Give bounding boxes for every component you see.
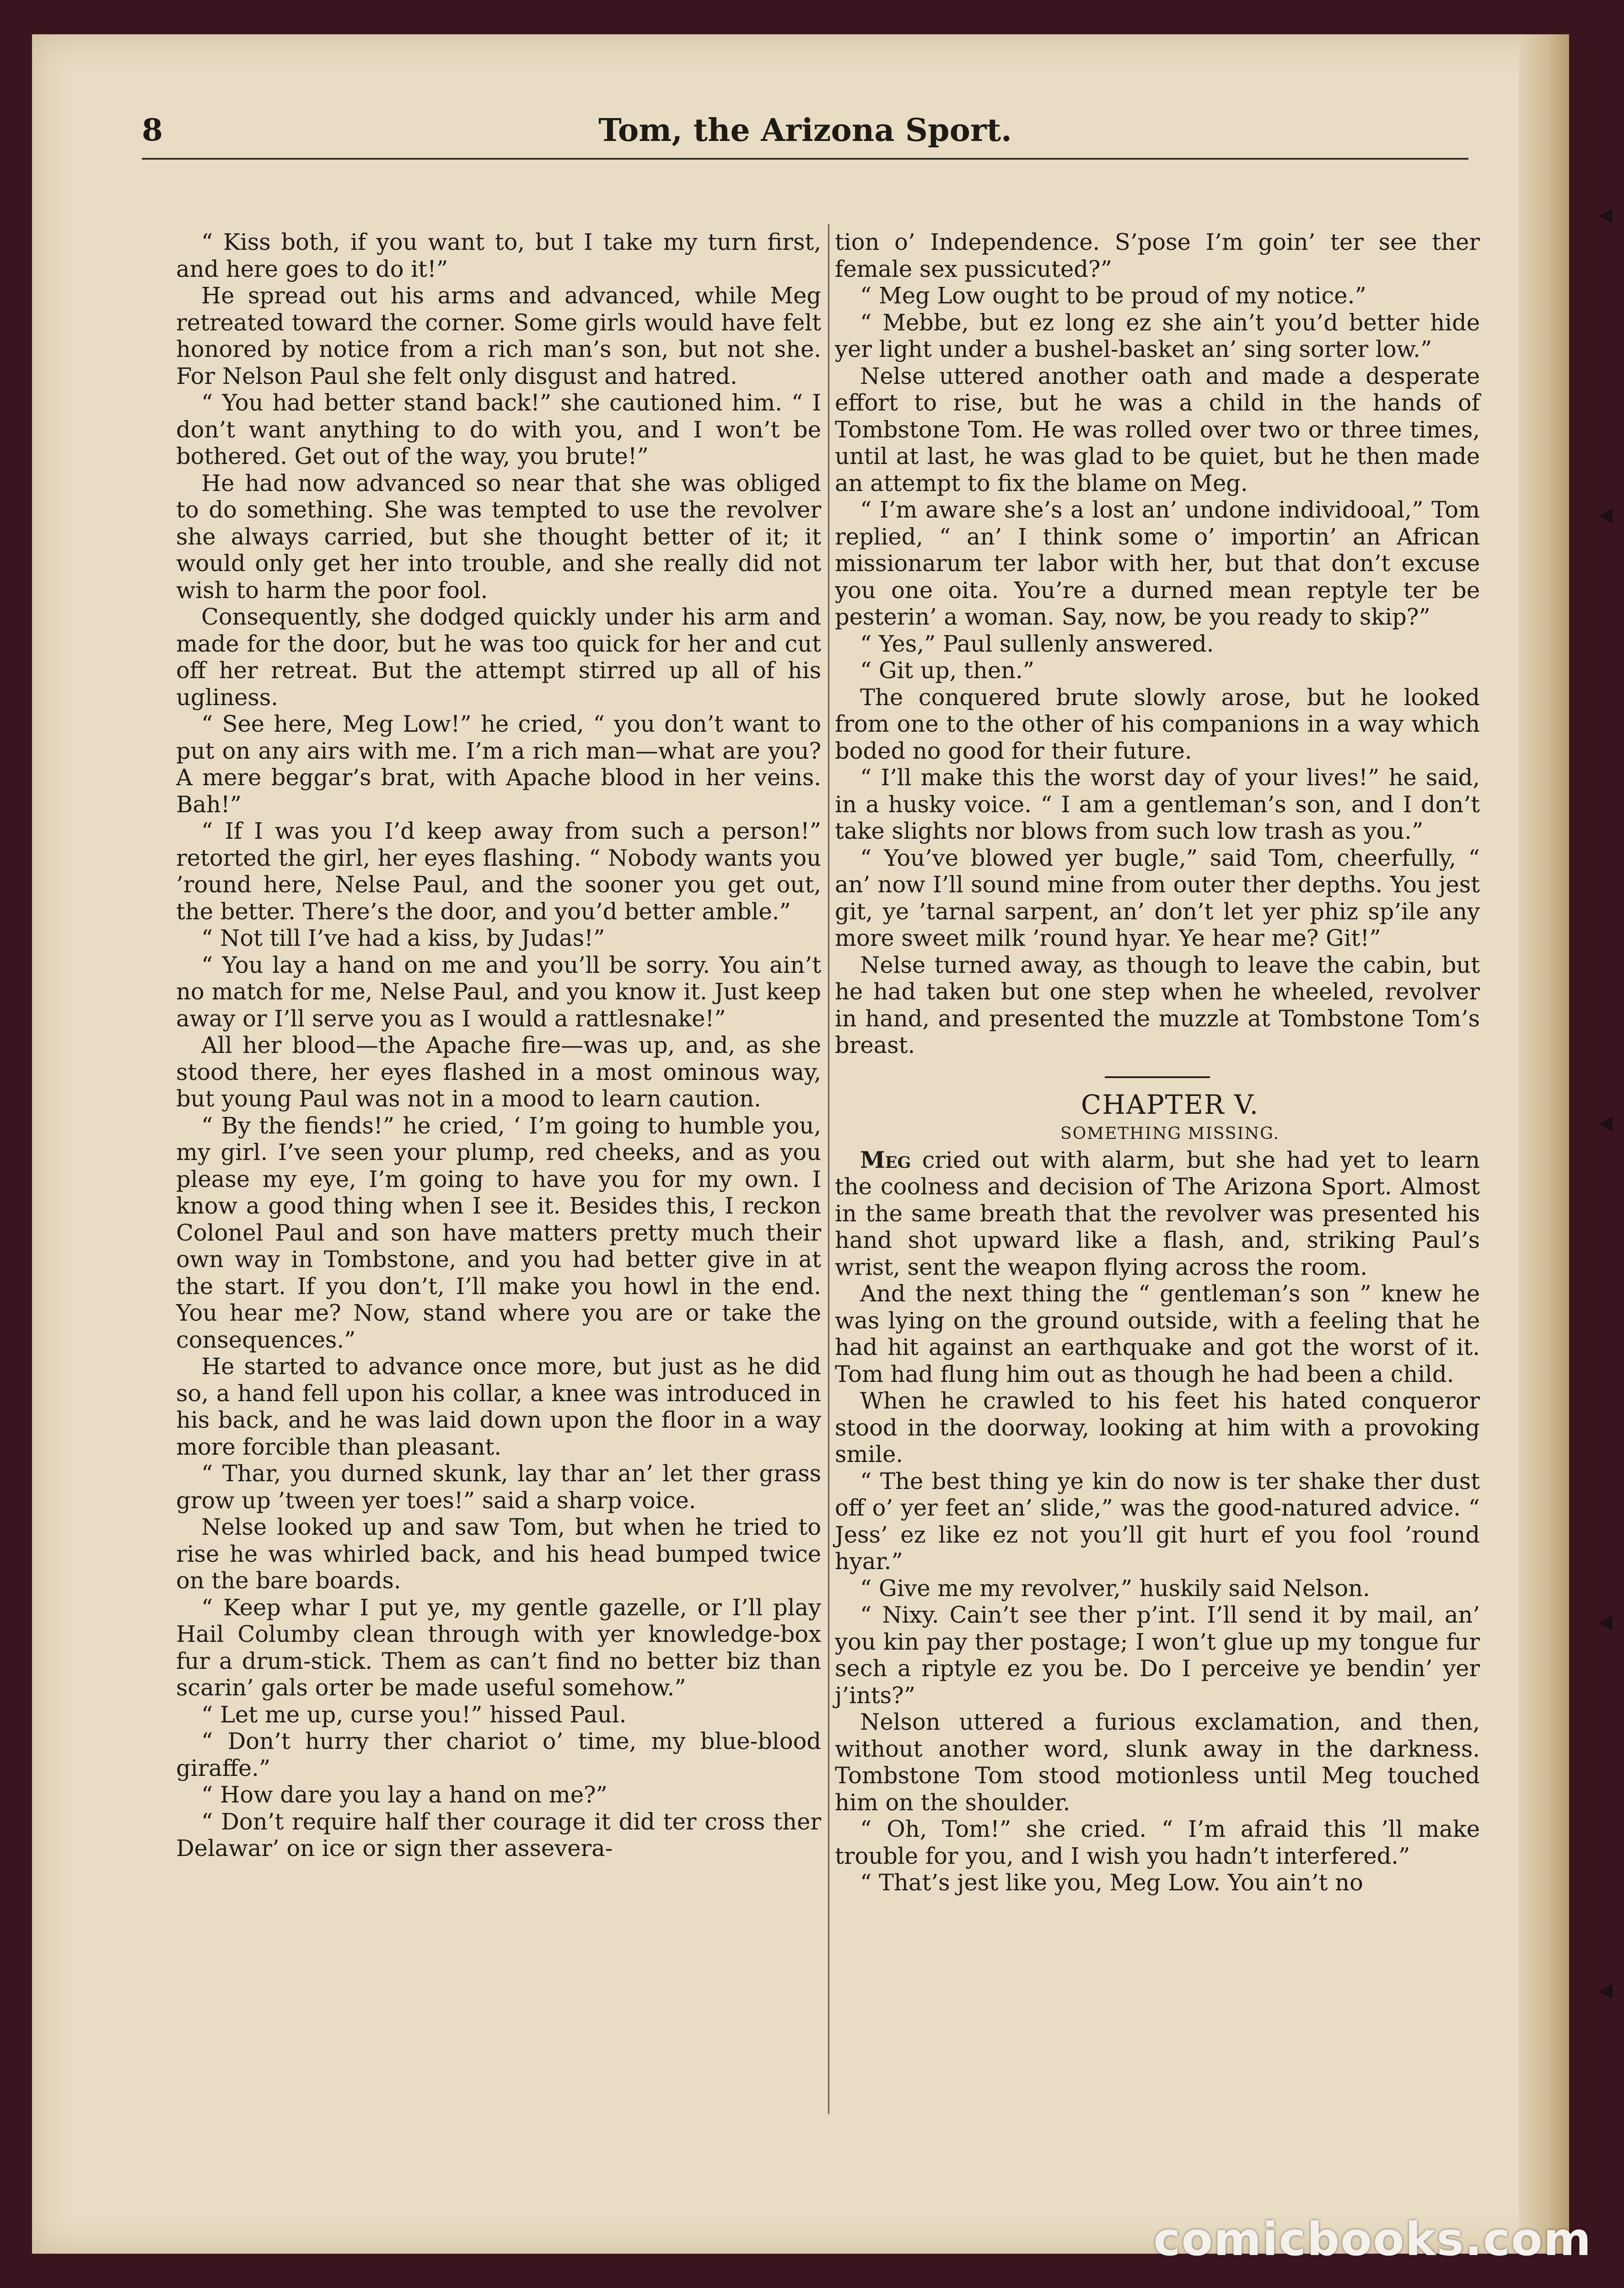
paragraph: “ Mebbe, but ez long ez she ain’t you’d better hide yer light under a bushel-basket an’ sing sorter low.”: [835, 309, 1480, 362]
paragraph: “ If I was you I’d keep away from such a person!” retorted the girl, her eyes flashing. “ Nobody wants you ’round here, Nelse Paul, and the sooner you get out, the better. There’s the door, and you’d better amble.”: [176, 818, 821, 925]
chapter-opening-word: Meg: [860, 1146, 911, 1173]
page-edge: [1519, 34, 1569, 2254]
page-number: 8: [142, 112, 163, 148]
paragraph: “ Yes,” Paul sullenly answered.: [860, 630, 1214, 657]
binding-hole-4: [1599, 1615, 1613, 1631]
paragraph: “ Keep whar I put ye, my gentle gazelle, or I’ll play Hail Columby clean through with yer knowledge-box fur a drum-stick. Them as can’t find no better biz than scarin’ gals orter be made useful somehow.”: [176, 1594, 821, 1701]
header-rule: [142, 158, 1468, 160]
paragraph: “ See here, Meg Low!” he cried, “ you don’t want to put on any airs with me. I’m a rich man—what are you? A mere beggar’s brat, with Apache blood in her veins. Bah!”: [176, 711, 821, 818]
chapter-rule: [1105, 1076, 1210, 1078]
paragraph: “ Don’t require half ther courage it did ter cross ther Delawar’ on ice or sign ther assevera-: [176, 1808, 821, 1862]
paragraph: “ That’s jest like you, Meg Low. You ain’t no: [860, 1869, 1363, 1896]
paragraph: “ How dare you lay a hand on me?”: [201, 1781, 608, 1808]
paragraph: He spread out his arms and advanced, while Meg retreated toward the corner. Some girls would have felt honored by notice from a rich man’s son, but not she. For Nelson Paul she felt only disgust and hatred.: [176, 282, 821, 389]
chapter-opening-paragraph: [835, 1147, 1480, 1281]
paragraph: He had now advanced so near that she was obliged to do something. She was tempted to use the revolver she always carried, but she thought better of it; it would only get her into trouble, and she really did not wish to harm the poor fool.: [176, 469, 821, 604]
paragraph: “ Oh, Tom!” she cried. “ I’m afraid this ’ll make trouble for you, and I wish you hadn’t interfered.”: [835, 1816, 1480, 1869]
paragraph: “ You’ve blowed yer bugle,” said Tom, cheerfully, “ an’ now I’ll sound mine from outer ther depths. You jest git, ye ’tarnal sarpent, an’ don’t let yer phiz sp’ile any more sweet milk ’round hyar. Ye hear me? Git!”: [835, 844, 1480, 951]
chapter-subtitle: SOMETHING MISSING.: [1060, 1124, 1280, 1143]
paragraph: Nelse turned away, as though to leave the cabin, but he had taken but one step when he wheeled, revolver in hand, and presented the muzzle at Tombstone Tom’s breast.: [835, 951, 1480, 1058]
paragraph: “ Git up, then.”: [860, 657, 1035, 684]
page-header: [142, 112, 1468, 172]
paragraph: When he crawled to his feet his hated conqueror stood in the doorway, looking at him with a provoking smile.: [835, 1387, 1480, 1468]
paragraph: He started to advance once more, but just as he did so, a hand fell upon his collar, a knee was introduced in his back, and he was laid down upon the floor in a way more forcible than pleasant.: [176, 1353, 821, 1460]
paragraph: “ Don’t hurry ther chariot o’ time, my blue-blood giraffe.”: [176, 1728, 821, 1781]
binding-hole-3: [1599, 1117, 1613, 1132]
right-column: [835, 229, 1480, 1896]
paragraph: “ By the fiends!” he cried, ‘ I’m going to humble you, my girl. I’ve seen your plump, red cheeks, and as you please my eye, I’m going to have you for my own. I know a good thing when I see it. Besides this, I reckon Colonel Paul and son have matters pretty much their own way in Tombstone, and you had better give in at the start. If you don’t, I’ll make you howl in the end. You hear me? Now, stand where you are or take the consequences.”: [176, 1112, 821, 1353]
paragraph: “ Thar, you durned skunk, lay thar an’ let ther grass grow up ’tween yer toes!” said a sharp voice.: [176, 1460, 821, 1514]
paragraph: “ You lay a hand on me and you’ll be sorry. You ain’t no match for me, Nelse Paul, and you know it. Just keep away or I’ll serve you as I would a rattlesnake!”: [176, 951, 821, 1032]
paragraph: Nelse uttered another oath and made a desperate effort to rise, but he was a child in the hands of Tombstone Tom. He was rolled over two or three times, until at last, he was glad to be quiet, but he then made an attempt to fix the blame on Meg.: [835, 362, 1480, 496]
paragraph: “ Nixy. Cain’t see ther p’int. I’ll send it by mail, an’ you kin pay ther postage; I won’t glue up my tongue fur sech a riptyle ez you be. Do I perceive ye bendin’ yer j’ints?”: [835, 1602, 1480, 1709]
paragraph-continued: tion o’ Independence. S’pose I’m goin’ ter see ther female sex pussicuted?”: [835, 229, 1480, 282]
paragraph: “ I’ll make this the worst day of your lives!” he said, in a husky voice. “ I am a gentleman’s son, and I don’t take slights nor blows from such low trash as you.”: [835, 764, 1480, 844]
running-title: Tom, the Arizona Sport.: [598, 112, 1012, 149]
binding-hole-5: [1599, 1984, 1613, 1999]
paragraph: “ You had better stand back!” she cautioned him. “ I don’t want anything to do with you, and I won’t be bothered. Get out of the way, you brute!”: [176, 389, 821, 469]
paragraph: The conquered brute slowly arose, but he looked from one to the other of his companions in a way which boded no good for their future.: [835, 684, 1480, 764]
paragraph: And the next thing the “ gentleman’s son ” knew he was lying on the ground outside, with a feeling that he had hit against an earthquake and got the worst of it. Tom had flung him out as though he had been a child.: [835, 1280, 1480, 1387]
paragraph: “ Let me up, curse you!” hissed Paul.: [201, 1701, 627, 1728]
paragraph: “ Give me my revolver,” huskily said Nelson.: [860, 1575, 1370, 1602]
paragraph: “ The best thing ye kin do now is ter shake ther dust off o’ yer feet an’ slide,” was the good-natured advice. “ Jess’ ez like ez not you’ll git hurt ef you fool ’round hyar.”: [835, 1468, 1480, 1575]
paragraph: “ Not till I’ve had a kiss, by Judas!”: [201, 925, 605, 951]
paragraph: “ Kiss both, if you want to, but I take my turn first, and here goes to do it!”: [176, 229, 821, 282]
chapter-opening-text: cried out with alarm, but she had yet to learn the coolness and decision of The Arizona Sport. Almost in the same breath that the revolver was presented his hand shot upward like a flash, and, striking Paul’s wrist, sent the weapon flying across the room.: [835, 1146, 1480, 1280]
binding-hole-2: [1599, 508, 1613, 523]
paragraph: Nelson uttered a furious exclamation, and then, without another word, slunk away in the darkness. Tombstone Tom stood motionless until Meg touched him on the shoulder.: [835, 1709, 1480, 1816]
paragraph: “ I’m aware she’s a lost an’ undone individooal,” Tom replied, “ an’ I think some o’ importin’ an African missionarum ter labor with her, but that don’t excuse you one oita. You’re a durned mean reptyle ter be pesterin’ a woman. Say, now, be you ready to skip?”: [835, 496, 1480, 630]
chapter-title: CHAPTER V.: [1081, 1089, 1259, 1120]
paragraph: Nelse looked up and saw Tom, but when he tried to rise he was whirled back, and his head bumped twice on the bare boards.: [176, 1514, 821, 1594]
paragraph: All her blood—the Apache fire—was up, and, as she stood there, her eyes flashed in a most ominous way, but young Paul was not in a mood to learn caution.: [176, 1032, 821, 1112]
paragraph: Consequently, she dodged quickly under his arm and made for the door, but he was too quick for her and cut off her retreat. But the attempt stirred up all of his ugliness.: [176, 604, 821, 711]
left-column: [176, 229, 821, 1862]
paragraph: “ Meg Low ought to be proud of my notice.”: [860, 282, 1366, 309]
column-divider: [828, 224, 829, 2114]
watermark: comicbooks.com: [1153, 2212, 1592, 2266]
binding-hole-1: [1599, 208, 1613, 224]
